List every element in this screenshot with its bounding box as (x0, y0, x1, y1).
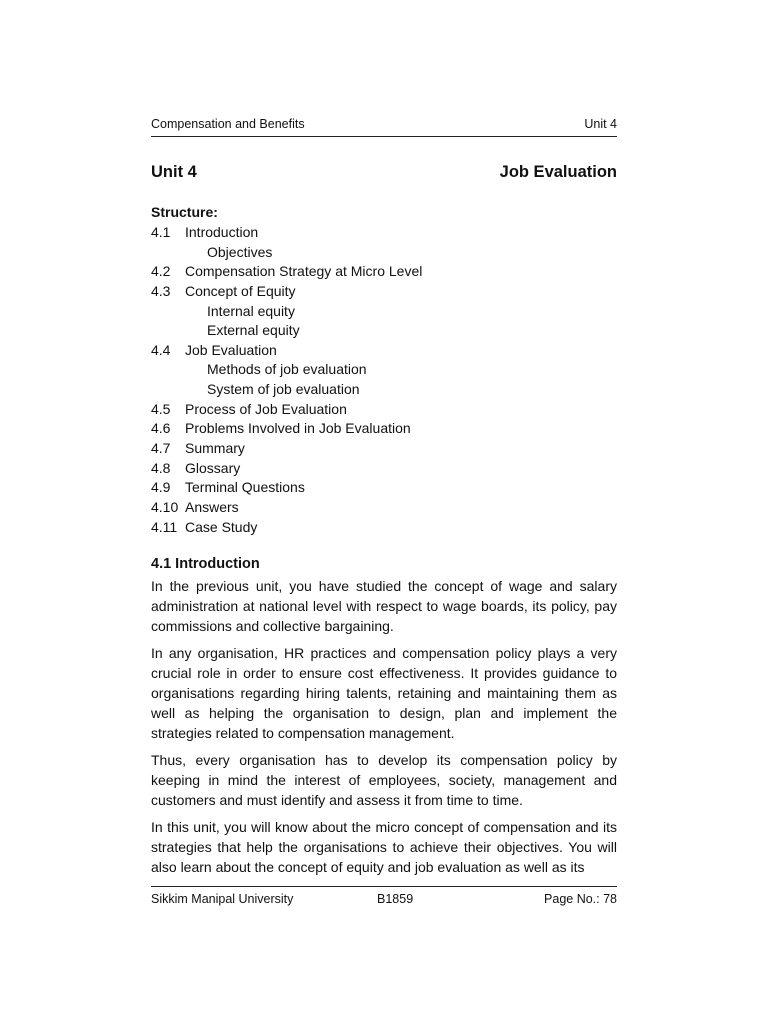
toc-item (151, 262, 617, 282)
toc-item (151, 498, 617, 518)
toc-item-number: 4.9 (151, 479, 171, 496)
table-of-contents (151, 223, 617, 537)
toc-item-title: Concept of Equity (185, 282, 296, 299)
toc-subitem-title: System of job evaluation (207, 381, 360, 398)
body-paragraph: In this unit, you will know about the micro concept of compensation and its strategies that help the organisations to achieve their objectives. You will also learn about the concept of equity and job evaluation as well as its (151, 819, 617, 875)
toc-subitem (151, 380, 617, 400)
body-paragraph: In the previous unit, you have studied the concept of wage and salary administration at national level with respect to wage boards, its policy, pay commissions and collective bargaining. (151, 578, 617, 634)
toc-item-number: 4.6 (151, 420, 171, 437)
toc-item-number: 4.7 (151, 440, 171, 457)
toc-item (151, 478, 617, 498)
toc-item-title: Compensation Strategy at Micro Level (185, 263, 423, 280)
toc-item-number: 4.8 (151, 459, 171, 476)
footer-page-number: Page No.: 78 (544, 892, 617, 906)
toc-subitem-title: Objectives (207, 243, 273, 260)
toc-item-number: 4.2 (151, 263, 171, 280)
footer-course-code: B1859 (377, 892, 414, 906)
header-course-title: Compensation and Benefits (151, 117, 305, 131)
running-header (151, 116, 617, 137)
footer-university: Sikkim Manipal University (151, 892, 294, 906)
body-paragraph: Thus, every organisation has to develop its compensation policy by keeping in mind the interest of employees, society, management and customers and must identify and assess it from time to time. (151, 752, 617, 808)
toc-item-title: Summary (185, 440, 245, 457)
toc-subitem-title: Methods of job evaluation (207, 361, 367, 378)
toc-item-title: Answers (185, 498, 239, 515)
structure-heading: Structure: (151, 204, 218, 220)
toc-item (151, 223, 617, 243)
section-heading-introduction: 4.1 Introduction (151, 556, 260, 572)
toc-item (151, 419, 617, 439)
toc-item (151, 341, 617, 361)
running-footer (151, 886, 617, 909)
toc-item (151, 518, 617, 538)
toc-item-title: Problems Involved in Job Evaluation (185, 420, 411, 437)
toc-subitem-title: Internal equity (207, 302, 295, 319)
toc-item (151, 400, 617, 420)
toc-item-number: 4.1 (151, 224, 171, 240)
toc-item (151, 282, 617, 302)
body-paragraph: In any organisation, HR practices and compensation policy plays a very crucial role in order to ensure cost effectiveness. It provides guidance to organisations regarding hiring talents, retaining and maintaining them as well as helping the organisation to design, plan and implement the strategies related to compensation management. (151, 645, 617, 741)
toc-item-title: Glossary (185, 459, 241, 476)
toc-item-title: Introduction (185, 224, 259, 240)
unit-number: Unit 4 (151, 163, 197, 181)
toc-subitem (151, 302, 617, 322)
toc-item-title: Terminal Questions (185, 479, 305, 496)
toc-item-title: Case Study (185, 518, 258, 535)
unit-title-row (151, 163, 617, 187)
toc-subitem (151, 360, 617, 380)
toc-item-title: Job Evaluation (185, 341, 277, 358)
unit-title: Job Evaluation (499, 163, 617, 181)
header-unit-label: Unit 4 (584, 117, 617, 131)
toc-item-number: 4.10 (151, 498, 179, 515)
toc-subitem (151, 321, 617, 341)
toc-item-number: 4.3 (151, 282, 171, 299)
toc-subitem (151, 243, 617, 263)
toc-item-number: 4.11 (151, 518, 178, 535)
toc-item-title: Process of Job Evaluation (185, 400, 347, 417)
toc-item (151, 459, 617, 479)
toc-item-number: 4.5 (151, 400, 171, 417)
section-body (151, 576, 617, 884)
toc-subitem-title: External equity (207, 322, 300, 339)
toc-item (151, 439, 617, 459)
toc-item-number: 4.4 (151, 341, 171, 358)
